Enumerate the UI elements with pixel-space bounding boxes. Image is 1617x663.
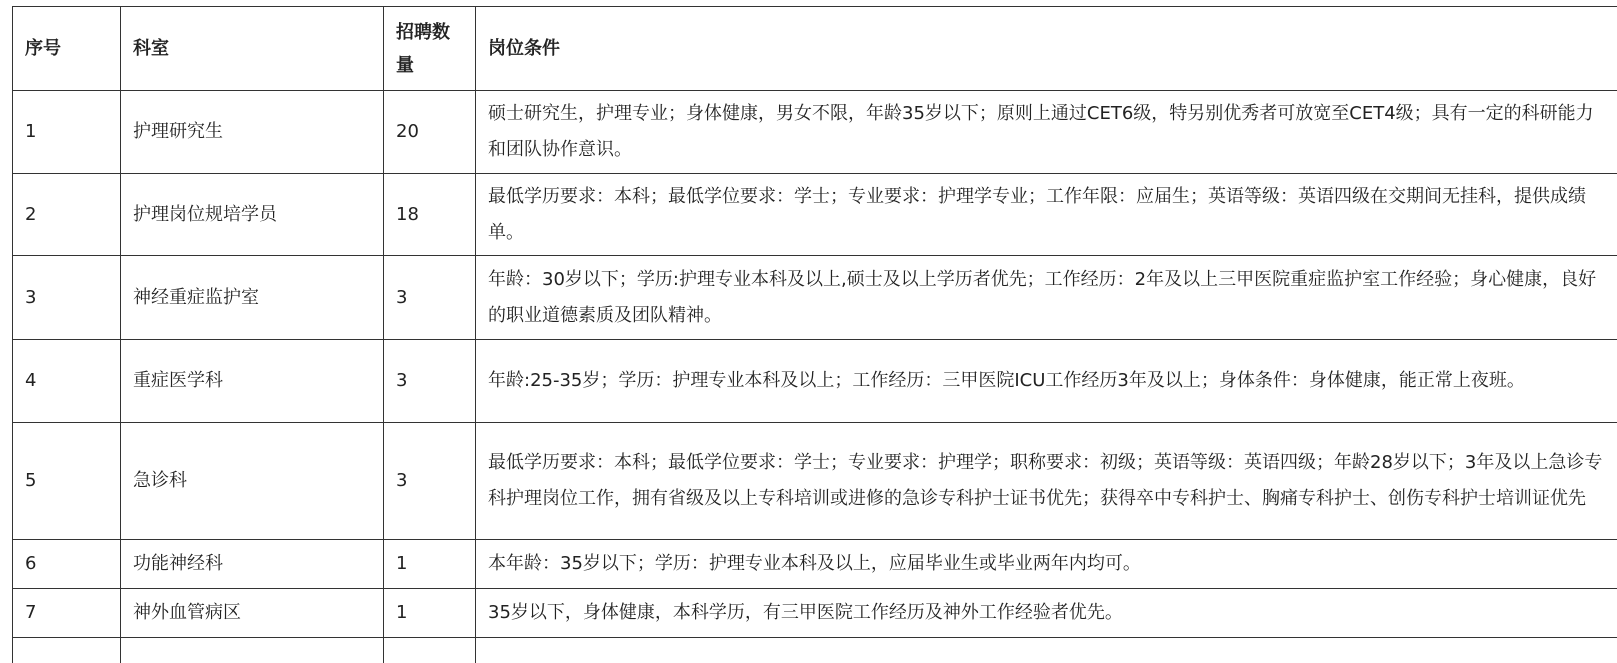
recruitment-table xyxy=(12,6,1617,663)
cell-conditions: 本年龄：35岁以下；学历：护理专业本科及以上，应届毕业生或毕业两年内均可。 xyxy=(476,540,1617,589)
cell-department: 功能神经科 xyxy=(121,540,384,589)
table-row xyxy=(13,340,1617,423)
header-index: 序号 xyxy=(13,7,121,91)
cell-conditions: 硕士研究生，护理专业；身体健康，男女不限，年龄35岁以下；原则上通过CET6级，特另别优秀者可放宽至CET4级；具有一定的科研能力和团队协作意识。 xyxy=(476,91,1617,174)
table-header-row xyxy=(13,7,1617,91)
table-row xyxy=(13,540,1617,589)
cell-department: 护理岗位规培学员 xyxy=(121,174,384,256)
cell-conditions: 年龄：30岁以下；学历:护理专业本科及以上,硕士及以上学历者优先；工作经历：2年及以上三甲医院重症监护室工作经验；身心健康，良好的职业道德素质及团队精神。 xyxy=(476,256,1617,340)
table-row-partial xyxy=(13,638,1617,663)
cell-conditions: 年龄:25-35岁；学历：护理专业本科及以上；工作经历：三甲医院ICU工作经历3年及以上；身体条件：身体健康，能正常上夜班。 xyxy=(476,340,1617,423)
cell-count: 3 xyxy=(384,256,476,340)
cell-department: 护理研究生 xyxy=(121,91,384,174)
table-row xyxy=(13,91,1617,174)
cell-department: 神外血管病区 xyxy=(121,589,384,638)
cell-department: 急诊科 xyxy=(121,423,384,540)
cell-index: 5 xyxy=(13,423,121,540)
cell-empty xyxy=(476,638,1617,663)
cell-count: 1 xyxy=(384,589,476,638)
cell-index: 7 xyxy=(13,589,121,638)
cell-department: 神经重症监护室 xyxy=(121,256,384,340)
table-row xyxy=(13,589,1617,638)
cell-count: 1 xyxy=(384,540,476,589)
cell-empty xyxy=(121,638,384,663)
cell-empty xyxy=(384,638,476,663)
table-row xyxy=(13,174,1617,256)
cell-conditions: 35岁以下，身体健康，本科学历，有三甲医院工作经历及神外工作经验者优先。 xyxy=(476,589,1617,638)
cell-department: 重症医学科 xyxy=(121,340,384,423)
cell-index: 2 xyxy=(13,174,121,256)
cell-count: 20 xyxy=(384,91,476,174)
header-count: 招聘数量 xyxy=(384,7,476,91)
cell-index: 6 xyxy=(13,540,121,589)
cell-conditions: 最低学历要求：本科；最低学位要求：学士；专业要求：护理学；职称要求：初级；英语等级：英语四级；年龄28岁以下；3年及以上急诊专科护理岗位工作，拥有省级及以上专科培训或进修的急诊专科护士证书优先；获得卒中专科护士、胸痛专科护士、创伤专科护士培训证优先 xyxy=(476,423,1617,540)
table-row xyxy=(13,256,1617,340)
cell-empty xyxy=(13,638,121,663)
cell-count: 3 xyxy=(384,423,476,540)
cell-count: 3 xyxy=(384,340,476,423)
cell-index: 3 xyxy=(13,256,121,340)
header-conditions: 岗位条件 xyxy=(476,7,1617,91)
cell-conditions: 最低学历要求：本科；最低学位要求：学士；专业要求：护理学专业；工作年限：应届生；英语等级：英语四级在交期间无挂科，提供成绩单。 xyxy=(476,174,1617,256)
cell-index: 1 xyxy=(13,91,121,174)
header-department: 科室 xyxy=(121,7,384,91)
table-row xyxy=(13,423,1617,540)
cell-index: 4 xyxy=(13,340,121,423)
cell-count: 18 xyxy=(384,174,476,256)
